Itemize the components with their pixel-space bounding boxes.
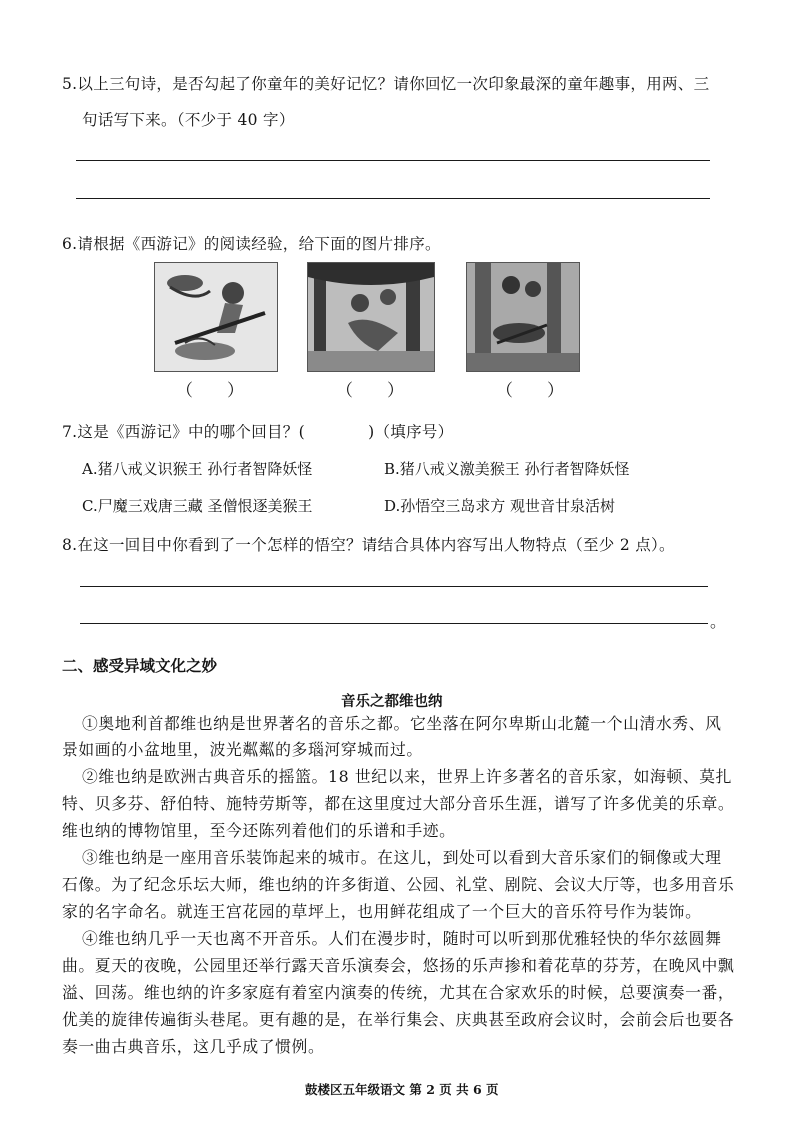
section-heading: 二、感受异域文化之妙: [62, 657, 218, 675]
answer-line[interactable]: [80, 586, 708, 587]
monkey-king-fighting-illustration: [154, 262, 278, 372]
paragraph-line: ④维也纳几乎一天也离不开音乐。人们在漫步时，随时可以听到那优雅轻快的华尔兹圆舞: [82, 929, 722, 948]
paragraph-line: 优美的旋律传遍街头巷尾。更有趣的是，在举行集会、庆典甚至政府会议时，会前会后也要各: [62, 1010, 735, 1029]
q5-line1: 5.以上三句诗，是否勾起了你童年的美好记忆？请你回忆一次印象最深的童年趣事，用两、三: [62, 75, 710, 93]
q5-line2: 句话写下来。（不少于 40 字）: [82, 111, 295, 129]
paragraph-line: 石像。为了纪念乐坛大师，维也纳的许多街道、公园、礼堂、剧院、会议大厅等，也多用音乐: [62, 875, 735, 894]
paragraph-line: 维也纳的博物馆里，至今还陈列着他们的乐谱和手迹。: [62, 821, 456, 840]
end-mark: 。: [710, 612, 727, 631]
paragraph-line: ②维也纳是欧洲古典音乐的摇篮。18 世纪以来，世界上许多著名的音乐家，如海顿、莫扎: [82, 767, 733, 786]
article-title: 音乐之都维也纳: [341, 694, 443, 710]
option-a[interactable]: A.猪八戒义识猴王 孙行者智降妖怪: [82, 460, 313, 478]
q7-text: 7.这是《西游记》中的哪个回目？( )（填序号）: [62, 423, 454, 441]
paragraph-line: 曲。夏天的夜晚，公园里还举行露天音乐演奏会，悠扬的乐声掺和着花草的芬芳，在晚风中飘: [62, 956, 735, 975]
q6-text: 6.请根据《西游记》的阅读经验，给下面的图片排序。: [62, 235, 441, 253]
option-b[interactable]: B.猪八戒义激美猴王 孙行者智降妖怪: [384, 460, 630, 478]
order-blank-2[interactable]: （ ）: [336, 381, 404, 401]
fallen-figure-illustration: [466, 262, 580, 372]
paragraph-line: 家的名字命名。就连王宫花园的草坪上，也用鲜花组成了一个巨大的音乐符号作为装饰。: [62, 902, 702, 921]
order-blank-3[interactable]: （ ）: [496, 381, 564, 401]
paragraph-line: 奏一曲古典音乐，这几乎成了惯例。: [62, 1037, 325, 1056]
option-c[interactable]: C.尸魔三戏唐三藏 圣僧恨逐美猴王: [82, 497, 313, 515]
paragraph-line: ①奥地利首都维也纳是世界著名的音乐之都。它坐落在阿尔卑斯山北麓一个山清水秀、风: [82, 714, 722, 733]
order-blank-1[interactable]: （ ）: [176, 381, 244, 401]
paragraph-line: ③维也纳是一座用音乐装饰起来的城市。在这儿，到处可以看到大音乐家们的铜像或大理: [82, 848, 722, 867]
q8-text: 8.在这一回目中你看到了一个怎样的悟空？请结合具体内容写出人物特点（至少 2 点）。: [62, 536, 675, 554]
option-d[interactable]: D.孙悟空三岛求方 观世音甘泉活树: [384, 497, 616, 515]
answer-line[interactable]: [80, 623, 708, 624]
answer-line[interactable]: [76, 160, 710, 161]
paragraph-line: 景如画的小盆地里，波光粼粼的多瑙河穿城而过。: [62, 740, 423, 759]
forest-battle-illustration: [307, 262, 435, 372]
page-footer: 鼓楼区五年级语文 第 2 页 共 6 页: [305, 1082, 499, 1097]
paragraph-line: 溢、回荡。维也纳的许多家庭有着室内演奏的传统，尤其在合家欢乐的时候，总要演奏一番，: [62, 983, 735, 1002]
paragraph-line: 特、贝多芬、舒伯特、施特劳斯等，都在这里度过大部分音乐生涯，谱写了许多优美的乐章。: [62, 794, 735, 813]
answer-line[interactable]: [76, 198, 710, 199]
